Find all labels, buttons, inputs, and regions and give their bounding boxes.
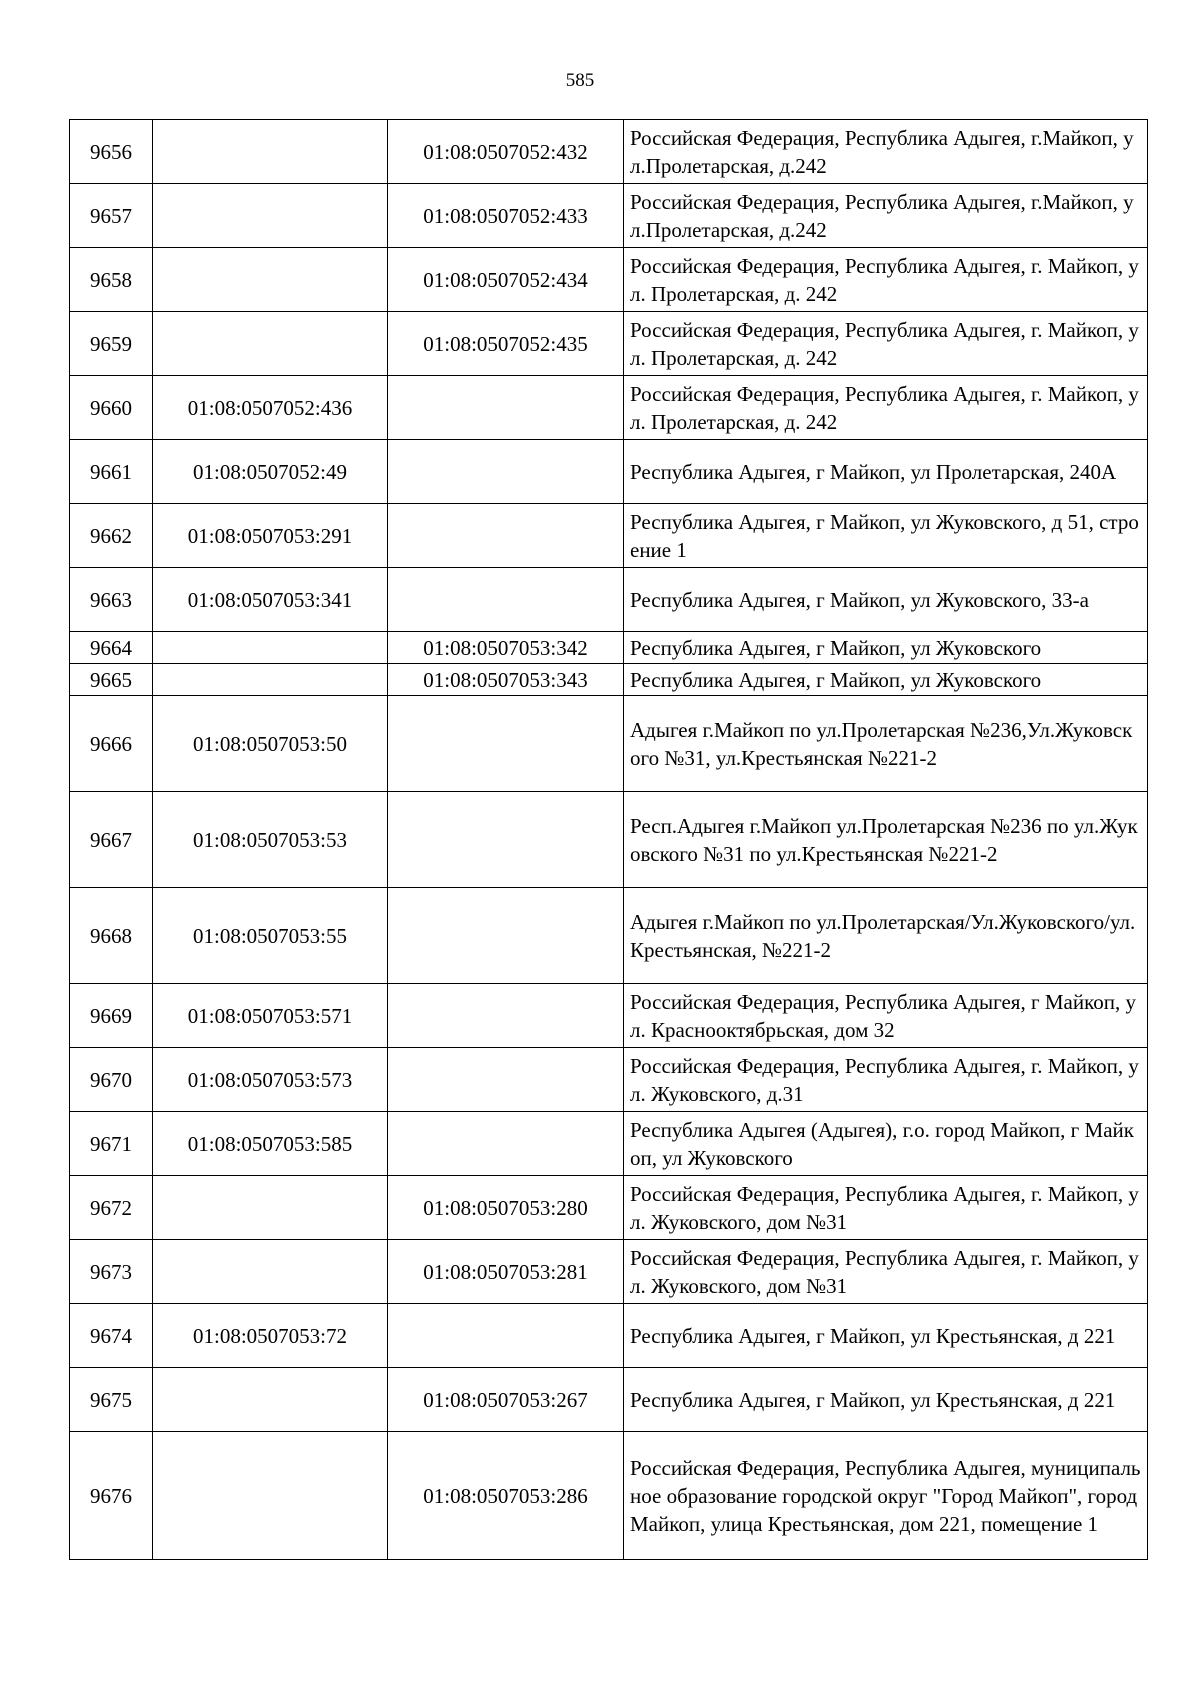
building-cadastral-number: 01:08:0507053:343 (388, 664, 624, 696)
building-cadastral-number (388, 696, 624, 792)
row-number: 9671 (70, 1112, 153, 1176)
table-row (70, 888, 1148, 984)
land-cadastral-number: 01:08:0507052:49 (153, 440, 388, 504)
table-row (70, 120, 1148, 184)
land-cadastral-number: 01:08:0507053:341 (153, 568, 388, 632)
address: Республика Адыгея, г Майкоп, ул Жуковского, 33-а (624, 568, 1148, 632)
building-cadastral-number: 01:08:0507052:434 (388, 248, 624, 312)
building-cadastral-number: 01:08:0507052:432 (388, 120, 624, 184)
land-cadastral-number (153, 1432, 388, 1560)
row-number: 9665 (70, 664, 153, 696)
land-cadastral-number (153, 248, 388, 312)
building-cadastral-number (388, 792, 624, 888)
building-cadastral-number: 01:08:0507053:281 (388, 1240, 624, 1304)
table-row (70, 1240, 1148, 1304)
address: Российская Федерация, Республика Адыгея, г. Майкоп, ул. Пролетарская, д. 242 (624, 312, 1148, 376)
table-row (70, 1368, 1148, 1432)
land-cadastral-number (153, 664, 388, 696)
table-row (70, 1048, 1148, 1112)
address: Российская Федерация, Республика Адыгея, г.Майкоп, ул.Пролетарская, д.242 (624, 184, 1148, 248)
row-number: 9670 (70, 1048, 153, 1112)
land-cadastral-number: 01:08:0507053:53 (153, 792, 388, 888)
table-row (70, 440, 1148, 504)
building-cadastral-number (388, 1112, 624, 1176)
address: Российская Федерация, Республика Адыгея, г. Майкоп, ул. Жуковского, дом №31 (624, 1240, 1148, 1304)
land-cadastral-number (153, 1368, 388, 1432)
address: Республика Адыгея, г Майкоп, ул Жуковского (624, 632, 1148, 664)
table-row (70, 1112, 1148, 1176)
address: Российская Федерация, Республика Адыгея, г. Майкоп, ул. Пролетарская, д. 242 (624, 376, 1148, 440)
row-number: 9668 (70, 888, 153, 984)
table-row (70, 984, 1148, 1048)
table-row (70, 632, 1148, 664)
building-cadastral-number: 01:08:0507052:435 (388, 312, 624, 376)
address: Адыгея г.Майкоп по ул.Пролетарская №236,Ул.Жуковского №31, ул.Крестьянская №221-2 (624, 696, 1148, 792)
building-cadastral-number: 01:08:0507053:342 (388, 632, 624, 664)
row-number: 9674 (70, 1304, 153, 1368)
building-cadastral-number (388, 504, 624, 568)
land-cadastral-number: 01:08:0507053:50 (153, 696, 388, 792)
building-cadastral-number (388, 984, 624, 1048)
table-row (70, 1432, 1148, 1560)
table-row (70, 504, 1148, 568)
page-number: 585 (565, 70, 595, 91)
table-row (70, 792, 1148, 888)
row-number: 9663 (70, 568, 153, 632)
building-cadastral-number (388, 376, 624, 440)
table-row (70, 1176, 1148, 1240)
row-number: 9676 (70, 1432, 153, 1560)
land-cadastral-number: 01:08:0507052:436 (153, 376, 388, 440)
row-number: 9658 (70, 248, 153, 312)
row-number: 9662 (70, 504, 153, 568)
table-row (70, 1304, 1148, 1368)
row-number: 9657 (70, 184, 153, 248)
building-cadastral-number: 01:08:0507053:267 (388, 1368, 624, 1432)
address: Республика Адыгея, г Майкоп, ул Жуковского (624, 664, 1148, 696)
row-number: 9664 (70, 632, 153, 664)
address: Российская Федерация, Республика Адыгея, г. Майкоп, ул. Жуковского, д.31 (624, 1048, 1148, 1112)
registry-table (69, 119, 1148, 1560)
table-row (70, 664, 1148, 696)
row-number: 9660 (70, 376, 153, 440)
address: Республика Адыгея (Адыгея), г.о. город Майкоп, г Майкоп, ул Жуковского (624, 1112, 1148, 1176)
land-cadastral-number (153, 1240, 388, 1304)
address: Республика Адыгея, г Майкоп, ул Жуковского, д 51, строение 1 (624, 504, 1148, 568)
address: Республика Адыгея, г Майкоп, ул Крестьянская, д 221 (624, 1368, 1148, 1432)
row-number: 9661 (70, 440, 153, 504)
row-number: 9656 (70, 120, 153, 184)
land-cadastral-number: 01:08:0507053:573 (153, 1048, 388, 1112)
row-number: 9672 (70, 1176, 153, 1240)
building-cadastral-number: 01:08:0507052:433 (388, 184, 624, 248)
address: Российская Федерация, Республика Адыгея, г. Майкоп, ул. Пролетарская, д. 242 (624, 248, 1148, 312)
table-row (70, 696, 1148, 792)
building-cadastral-number: 01:08:0507053:286 (388, 1432, 624, 1560)
land-cadastral-number: 01:08:0507053:571 (153, 984, 388, 1048)
building-cadastral-number: 01:08:0507053:280 (388, 1176, 624, 1240)
table-row (70, 568, 1148, 632)
row-number: 9667 (70, 792, 153, 888)
land-cadastral-number: 01:08:0507053:585 (153, 1112, 388, 1176)
row-number: 9675 (70, 1368, 153, 1432)
address: Республика Адыгея, г Майкоп, ул Пролетарская, 240А (624, 440, 1148, 504)
address: Адыгея г.Майкоп по ул.Пролетарская/Ул.Жуковского/ул.Крестьянская, №221-2 (624, 888, 1148, 984)
land-cadastral-number (153, 184, 388, 248)
address: Российская Федерация, Республика Адыгея, г. Майкоп, ул. Жуковского, дом №31 (624, 1176, 1148, 1240)
land-cadastral-number: 01:08:0507053:55 (153, 888, 388, 984)
table-row (70, 376, 1148, 440)
address: Респ.Адыгея г.Майкоп ул.Пролетарская №236 по ул.Жуковского №31 по ул.Крестьянская №221-2 (624, 792, 1148, 888)
land-cadastral-number (153, 312, 388, 376)
address: Российская Федерация, Республика Адыгея, г.Майкоп, ул.Пролетарская, д.242 (624, 120, 1148, 184)
land-cadastral-number (153, 120, 388, 184)
building-cadastral-number (388, 1304, 624, 1368)
building-cadastral-number (388, 1048, 624, 1112)
table-row (70, 184, 1148, 248)
row-number: 9669 (70, 984, 153, 1048)
building-cadastral-number (388, 440, 624, 504)
land-cadastral-number: 01:08:0507053:72 (153, 1304, 388, 1368)
building-cadastral-number (388, 568, 624, 632)
table-row (70, 312, 1148, 376)
address: Российская Федерация, Республика Адыгея, муниципальное образование городской округ "Город Майкоп", город Майкоп, улица Крестьянская, дом 221, помещение 1 (624, 1432, 1148, 1560)
address: Республика Адыгея, г Майкоп, ул Крестьянская, д 221 (624, 1304, 1148, 1368)
row-number: 9673 (70, 1240, 153, 1304)
row-number: 9659 (70, 312, 153, 376)
table-row (70, 248, 1148, 312)
row-number: 9666 (70, 696, 153, 792)
land-cadastral-number: 01:08:0507053:291 (153, 504, 388, 568)
land-cadastral-number (153, 632, 388, 664)
building-cadastral-number (388, 888, 624, 984)
address: Российская Федерация, Республика Адыгея, г Майкоп, ул. Краснооктябрьская, дом 32 (624, 984, 1148, 1048)
land-cadastral-number (153, 1176, 388, 1240)
